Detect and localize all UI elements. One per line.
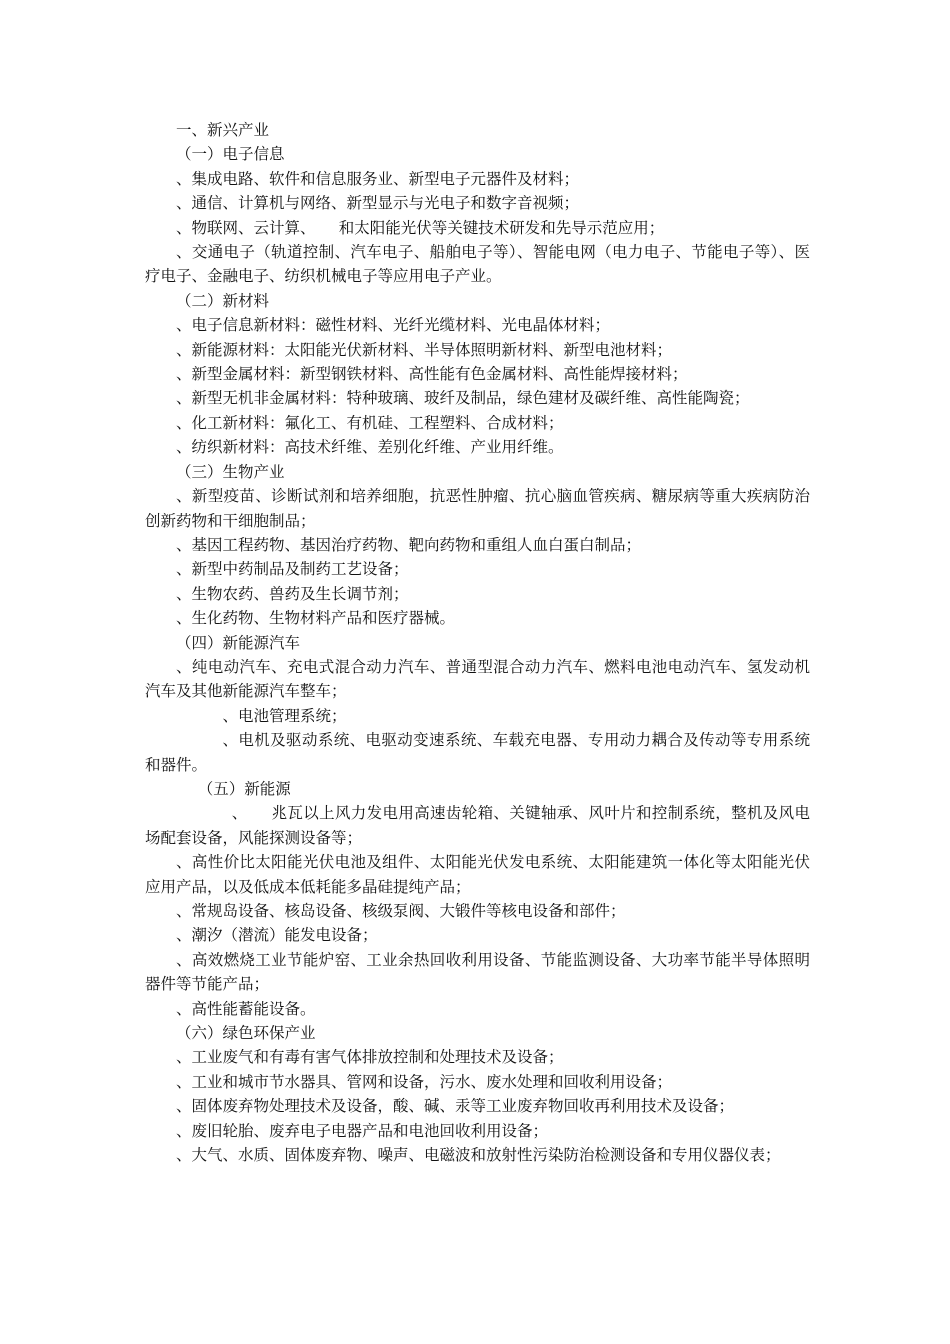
subsection-heading: （五）新能源 bbox=[197, 779, 291, 798]
subsection-heading: （二）新材料 bbox=[176, 291, 270, 310]
subsection-heading: （四）新能源汽车 bbox=[176, 633, 301, 652]
list-item: 、电池管理系统； bbox=[222, 706, 347, 725]
list-item: 、纯电动汽车、充电式混合动力汽车、普通型混合动力汽车、燃料电池电动汽车、氢发动机汽车及其他新能源汽车整车； bbox=[145, 657, 810, 701]
list-item: 、生化药物、生物材料产品和医疗器械。 bbox=[176, 609, 456, 628]
list-item: 、常规岛设备、核岛设备、核级泵阀、大锻件等核电设备和部件； bbox=[176, 902, 626, 920]
list-item: 、物联网、云计算、 和太阳能光伏等关键技术研发和先导示范应用； bbox=[176, 218, 665, 237]
section-heading: 一、新兴产业 bbox=[176, 121, 270, 139]
list-item: 、 兆瓦以上风力发电用高速齿轮箱、关键轴承、风叶片和控制系统，整机及风电场配套设备，风能探测设备等； bbox=[145, 804, 810, 847]
list-item: 、工业废气和有毒有害气体排放控制和处理技术及设备； bbox=[176, 1048, 564, 1067]
list-item: 、高性价比太阳能光伏电池及组件、太阳能光伏发电系统、太阳能建筑一体化等太阳能光伏应用产品，以及低成本低耗能多晶硅提纯产品； bbox=[145, 853, 810, 896]
list-item: 、大气、水质、固体废弃物、噪声、电磁波和放射性污染防治检测设备和专用仪器仪表； bbox=[176, 1146, 781, 1165]
list-item: 、新型中药制品及制药工艺设备； bbox=[176, 560, 409, 579]
subsection-heading: （六）绿色环保产业 bbox=[176, 1024, 316, 1043]
list-item: 、废旧轮胎、废弃电子电器产品和电池回收利用设备； bbox=[176, 1121, 549, 1140]
list-item: 、潮汐（潜流）能发电设备； bbox=[176, 926, 378, 945]
list-item: 、通信、计算机与网络、新型显示与光电子和数字音视频； bbox=[176, 194, 580, 213]
list-item: 、新型疫苗、诊断试剂和培养细胞，抗恶性肿瘤、抗心脑血管疾病、糖尿病等重大疾病防治创新药物和干细胞制品； bbox=[145, 487, 810, 530]
list-item: 、生物农药、兽药及生长调节剂； bbox=[176, 584, 409, 603]
subsection-heading: （三）生物产业 bbox=[176, 462, 285, 481]
list-item: 、电机及驱动系统、电驱动变速系统、车载充电器、专用动力耦合及传动等专用系统和器件。 bbox=[145, 731, 810, 774]
list-item: 、纺织新材料：高技术纤维、差别化纤维、产业用纤维。 bbox=[176, 438, 564, 457]
list-item: 、电子信息新材料：磁性材料、光纤光缆材料、光电晶体材料； bbox=[176, 316, 611, 335]
list-item: 、集成电路、软件和信息服务业、新型电子元器件及材料； bbox=[176, 169, 580, 188]
list-item: 、交通电子（轨道控制、汽车电子、船舶电子等）、智能电网（电力电子、节能电子等）、医疗电子、金融电子、纺织机械电子等应用电子产业。 bbox=[145, 243, 810, 286]
list-item: 、高性能蓄能设备。 bbox=[176, 999, 316, 1018]
list-item: 、基因工程药物、基因治疗药物、靶向药物和重组人血白蛋白制品； bbox=[176, 535, 642, 554]
subsection-heading: （一）电子信息 bbox=[176, 145, 285, 164]
list-item: 、化工新材料：氟化工、有机硅、工程塑料、合成材料； bbox=[176, 413, 564, 432]
list-item: 、新型金属材料：新型钢铁材料、高性能有色金属材料、高性能焊接材料； bbox=[176, 365, 688, 384]
list-item: 、高效燃烧工业节能炉窑、工业余热回收利用设备、节能监测设备、大功率节能半导体照明器件等节能产品； bbox=[145, 950, 810, 994]
list-item: 、固体废弃物处理技术及设备，酸、碱、汞等工业废弃物回收再利用技术及设备； bbox=[176, 1097, 735, 1116]
document-body bbox=[145, 118, 810, 1167]
list-item: 、新能源材料：太阳能光伏新材料、半导体照明新材料、新型电池材料； bbox=[176, 340, 673, 359]
list-item: 、工业和城市节水器具、管网和设备，污水、废水处理和回收利用设备； bbox=[176, 1072, 673, 1091]
list-item: 、新型无机非金属材料：特种玻璃、玻纤及制品，绿色建材及碳纤维、高性能陶瓷； bbox=[176, 389, 750, 408]
